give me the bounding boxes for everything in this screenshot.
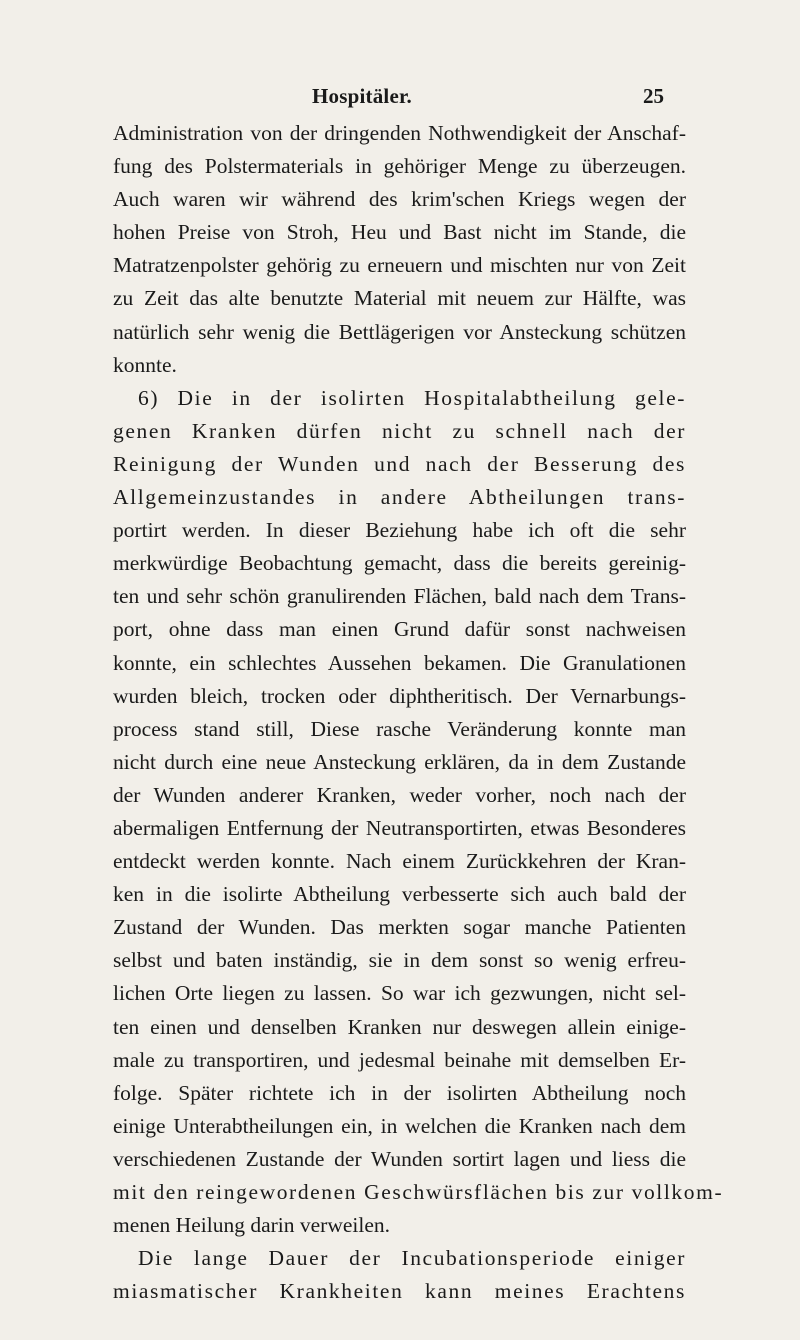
text-line: port, ohne dass man einen Grund dafür sonst nachweisen [113, 617, 686, 642]
text-line: menen Heilung darin verweilen. [113, 1213, 391, 1238]
page-number: 25 [643, 84, 664, 108]
text-line: mit den reingewordenen Geschwürsflächen bis zur vollkom- [113, 1180, 724, 1204]
text-line: portirt werden. In dieser Beziehung habe ich oft die sehr [113, 518, 686, 543]
text-line: verschiedenen Zustande der Wunden sortirt lagen und liess die [113, 1146, 686, 1171]
text-line: wurden bleich, trocken oder diphtheritisch. Der Vernarbungs- [113, 683, 686, 708]
text-line: nicht durch eine neue Ansteckung erklären, da in dem Zustande [113, 749, 686, 774]
text-line-emphasis: 6) Die in der isolirten Hospitalabtheilung gele- [138, 385, 686, 410]
text-line: konnte, ein schlechtes Aussehen bekamen. Die Granulationen [113, 650, 686, 675]
text-line: der Wunden anderer Kranken, weder vorher, noch nach der [113, 782, 686, 807]
text-line: konnte. [113, 352, 177, 377]
text-line: ken in die isolirte Abtheilung verbesserte sich auch bald der [113, 882, 686, 907]
text-line: natürlich sehr wenig die Bettlägerigen vor Ansteckung schützen [113, 319, 686, 344]
text-line: process stand still, Diese rasche Veränderung konnte man [113, 716, 686, 741]
text-line: merkwürdige Beobachtung gemacht, dass die bereits gereinig- [113, 551, 686, 576]
text-line: hohen Preise von Stroh, Heu und Bast nicht im Stande, die [113, 220, 686, 245]
text-line: ten und sehr schön granulirenden Flächen, bald nach dem Trans- [113, 584, 686, 609]
text-line: fung des Polstermaterials in gehöriger Menge zu überzeugen. [113, 154, 686, 179]
text-line: Auch waren wir während des krim'schen Kriegs wegen der [113, 187, 686, 212]
text-line-emphasis: Die lange Dauer der Incubationsperiode einiger [138, 1246, 686, 1271]
text-line: lichen Orte liegen zu lassen. So war ich gezwungen, nicht sel- [113, 981, 686, 1006]
body-text [113, 117, 724, 1308]
text-line: einige Unterabtheilungen ein, in welchen die Kranken nach dem [113, 1113, 686, 1138]
text-line: folge. Später richtete ich in der isolirten Abtheilung noch [113, 1080, 686, 1105]
text-line: selbst und baten inständig, sie in dem sonst so wenig erfreu- [113, 948, 686, 973]
text-line-emphasis: genen Kranken dürfen nicht zu schnell nach der [113, 418, 686, 443]
text-line: abermaligen Entfernung der Neutransportirten, etwas Besonderes [113, 815, 686, 840]
text-line: Zustand der Wunden. Das merkten sogar manche Patienten [113, 915, 686, 940]
text-line: male zu transportiren, und jedesmal beinahe mit demselben Er- [113, 1047, 686, 1072]
text-line-emphasis: Reinigung der Wunden und nach der Besserung des [113, 451, 686, 476]
page-header [0, 84, 800, 114]
text-line: ten einen und denselben Kranken nur deswegen allein einige- [113, 1014, 686, 1039]
text-line-emphasis: miasmatischer Krankheiten kann meines Erachtens [113, 1279, 686, 1304]
text-line: Administration von der dringenden Nothwendigkeit der Anschaf- [113, 121, 686, 145]
running-head: Hospitäler. [312, 84, 413, 108]
text-line-emphasis: Allgemeinzustandes in andere Abtheilungen trans- [113, 485, 686, 510]
text-line: entdeckt werden konnte. Nach einem Zurückkehren der Kran- [113, 849, 686, 874]
text-line: zu Zeit das alte benutzte Material mit neuem zur Hälfte, was [113, 286, 686, 311]
text-line: Matratzenpolster gehörig zu erneuern und mischten nur von Zeit [113, 253, 686, 278]
